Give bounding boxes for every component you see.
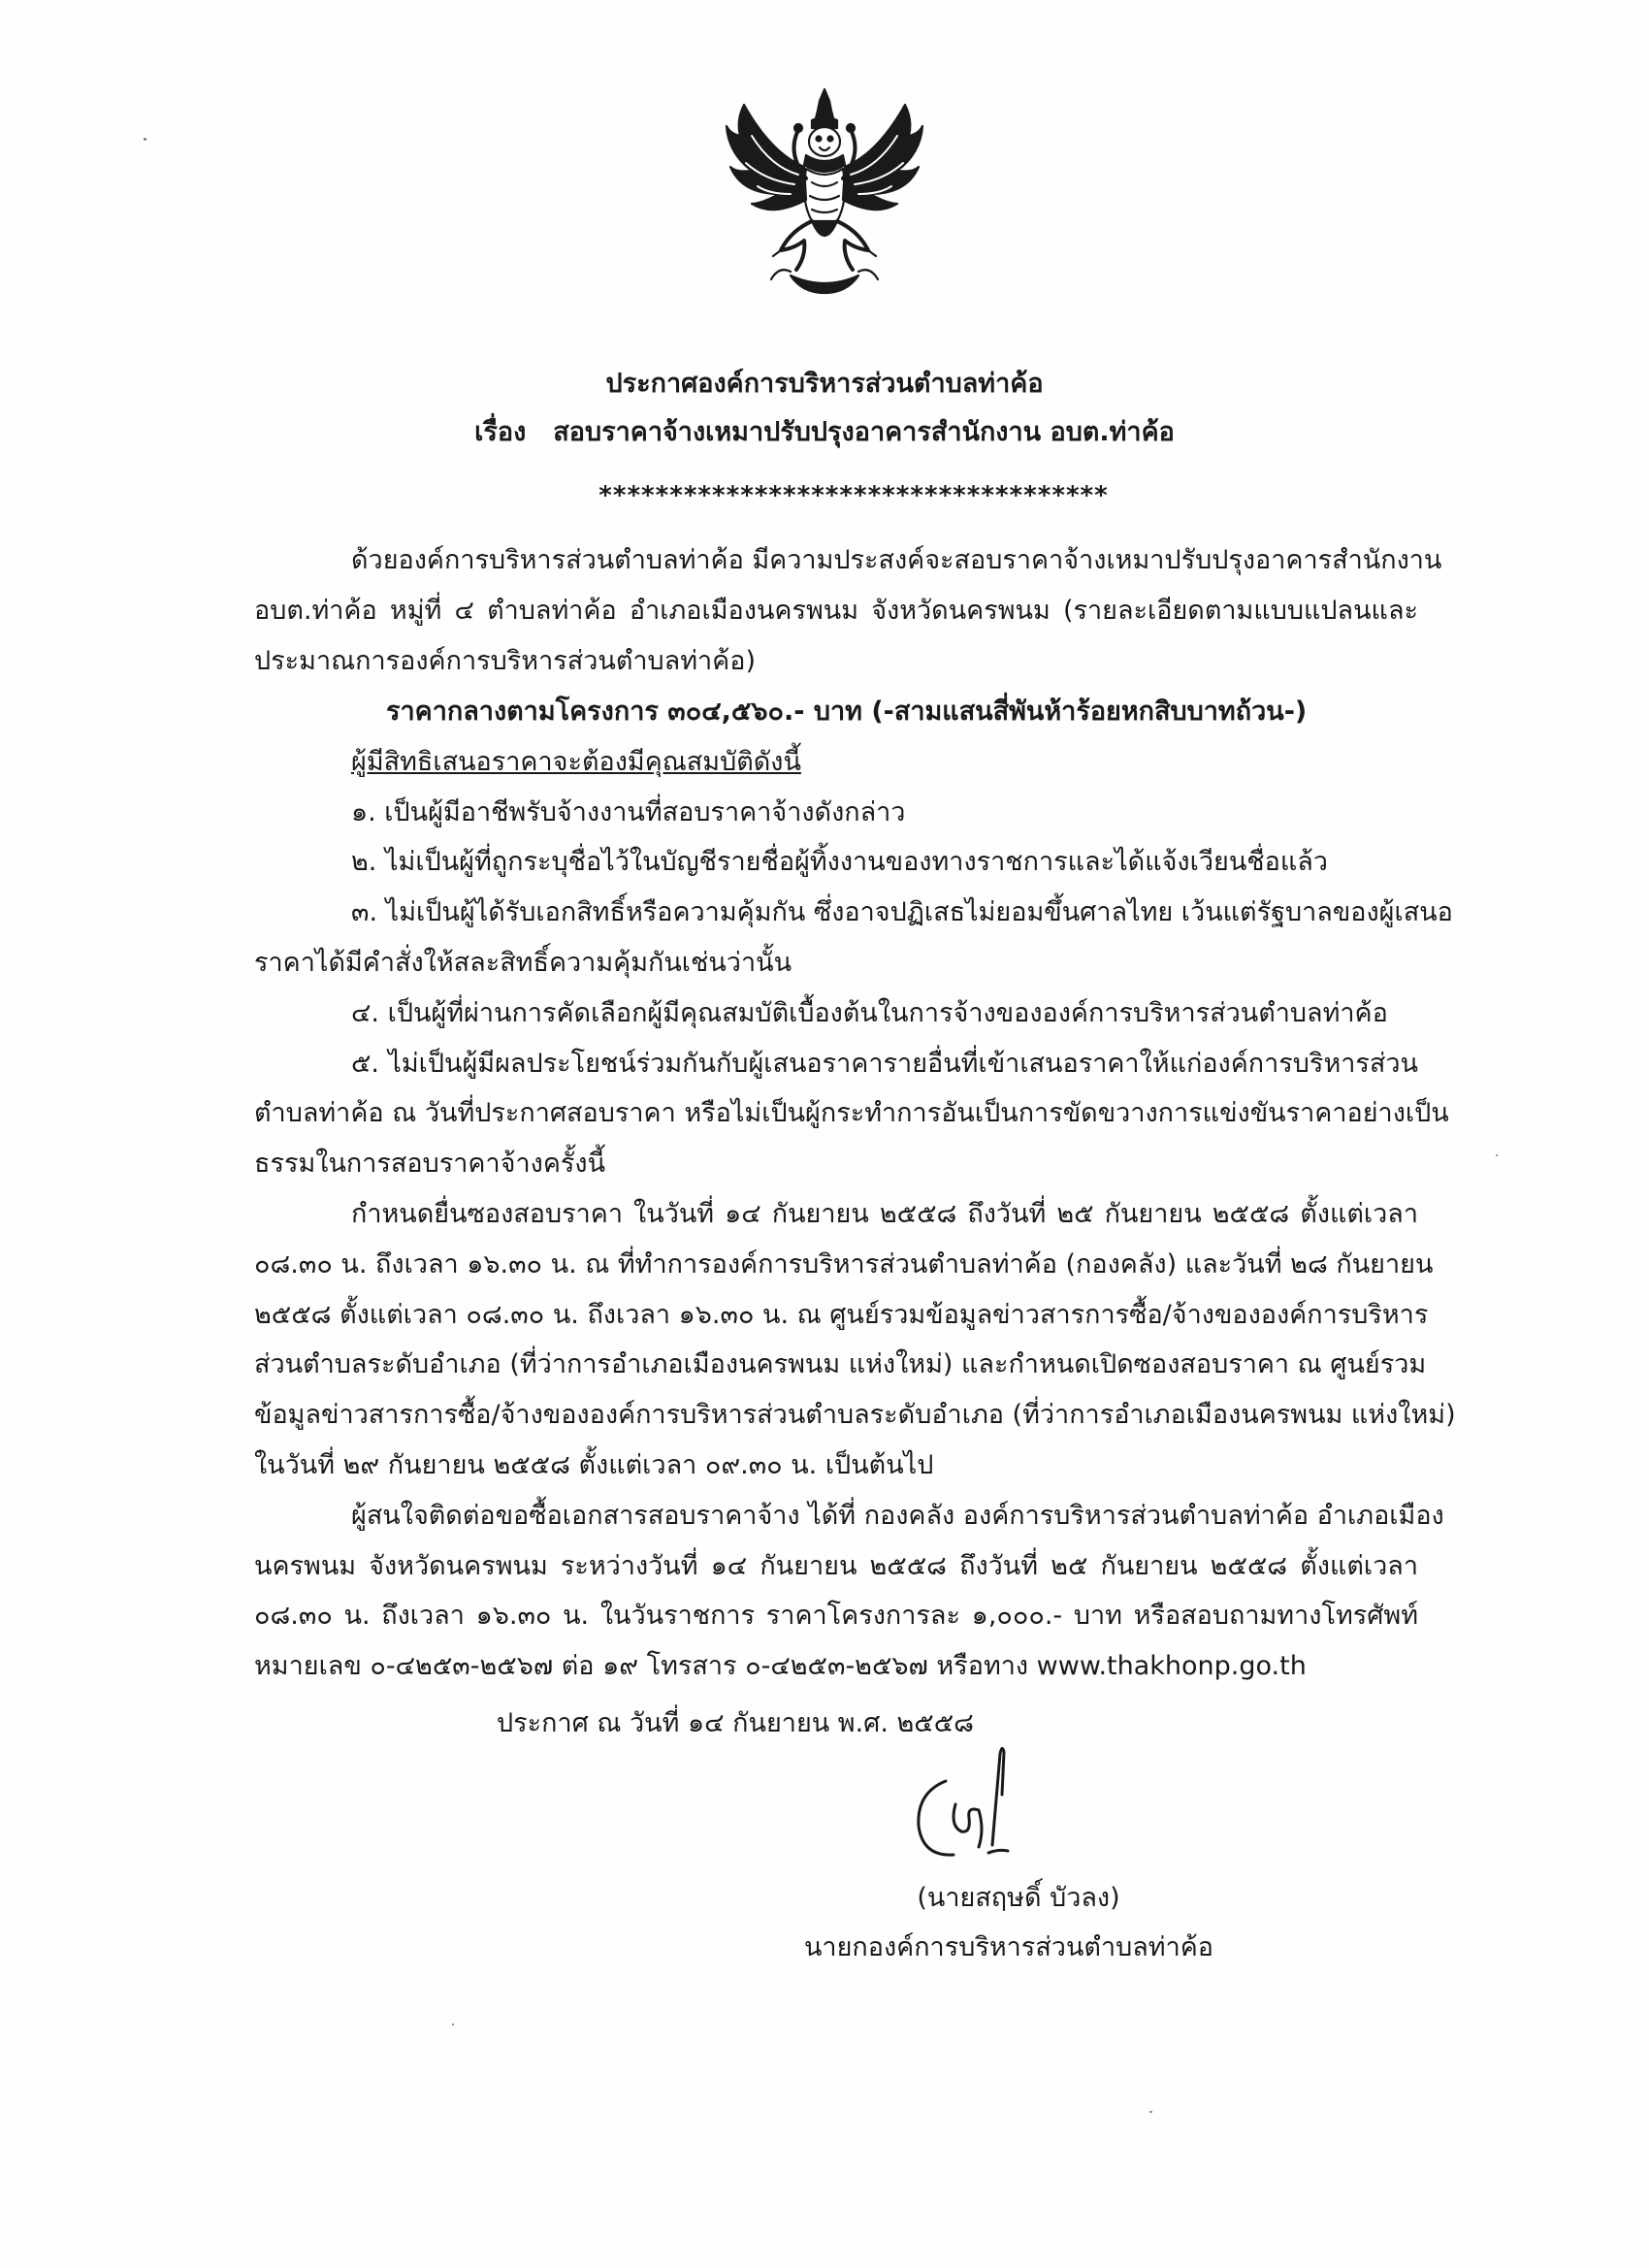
scan-speck bbox=[452, 2024, 454, 2025]
qualifications-heading: ผู้มีสิทธิเสนอราคาจะต้องมีคุณสมบัติดังนี้ bbox=[351, 747, 801, 777]
schedule-line-3: ๒๕๕๘ ตั้งแต่เวลา ๐๘.๓๐ น. ถึงเวลา ๑๖.๓๐ น. ณ ศูนย์รวมข้อมูลข่าวสารการซื้อ/จ้างขององค์การบริหาร bbox=[254, 1300, 1429, 1330]
announcement-date: ประกาศ ณ วันที่ ๑๔ กันยายน พ.ศ. ๒๕๕๘ bbox=[497, 1708, 974, 1738]
schedule-line-6: ในวันที่ ๒๙ กันยายน ๒๕๕๘ ตั้งแต่เวลา ๐๙.๓๐ น. เป็นต้นไป bbox=[254, 1450, 934, 1480]
garuda-emblem-icon bbox=[723, 85, 926, 297]
contact-line-2: นครพนม จังหวัดนครพนม ระหว่างวันที่ ๑๔ กันยายน ๒๕๕๘ ถึงวันที่ ๒๕ กันยายน ๒๕๕๘ ตั้งแต่เวลา bbox=[254, 1551, 1418, 1581]
subject-text: สอบราคาจ้างเหมาปรับปรุงอาคารสำนักงาน อบต.ท่าค้อ bbox=[553, 417, 1175, 447]
qualification-item-4: ๔. เป็นผู้ที่ผ่านการคัดเลือกผู้มีคุณสมบัติเบื้องต้นในการจ้างขององค์การบริหารส่วนตำบลท่าค้อ bbox=[351, 998, 1388, 1028]
qualification-item-5-line-1: ๕. ไม่เป็นผู้มีผลประโยชน์ร่วมกันกับผู้เสนอราคารายอื่นที่เข้าเสนอราคาให้แก่องค์การบริหารส่วน bbox=[351, 1049, 1418, 1079]
contact-line-3: ๐๘.๓๐ น. ถึงเวลา ๑๖.๓๐ น. ในวันราชการ ราคาโครงการละ ๑,๐๐๐.- บาท หรือสอบถามทางโทรศัพท์ bbox=[254, 1601, 1418, 1631]
scan-speck bbox=[1496, 1154, 1498, 1156]
announcement-title: ประกาศองค์การบริหารส่วนตำบลท่าค้อ bbox=[605, 369, 1044, 399]
schedule-line-4: ส่วนตำบลระดับอำเภอ (ที่ว่าการอำเภอเมืองนครพนม แห่งใหม่) และกำหนดเปิดซองสอบราคา ณ ศูนย์รวม bbox=[254, 1349, 1427, 1379]
scan-speck bbox=[1149, 2111, 1152, 2113]
schedule-line-2: ๐๘.๓๐ น. ถึงเวลา ๑๖.๓๐ น. ณ ที่ทำการองค์การบริหารส่วนตำบลท่าค้อ (กองคลัง) และวันที่ ๒๘ กันยายน bbox=[254, 1249, 1434, 1280]
qualification-item-3-line-1: ๓. ไม่เป็นผู้ได้รับเอกสิทธิ์หรือความคุ้มกัน ซึ่งอาจปฏิเสธไม่ยอมขึ้นศาลไทย เว้นแต่รัฐบาลของผู้เสนอ bbox=[351, 897, 1453, 927]
intro-line-1: ด้วยองค์การบริหารส่วนตำบลท่าค้อ มีความประสงค์จะสอบราคาจ้างเหมาปรับปรุงอาคารสำนักงาน bbox=[351, 545, 1442, 575]
intro-line-3: ประมาณการองค์การบริหารส่วนตำบลท่าค้อ) bbox=[254, 646, 756, 676]
qualification-item-1: ๑. เป็นผู้มีอาชีพรับจ้างงานที่สอบราคาจ้างดังกล่าว bbox=[351, 797, 906, 827]
signer-name: (นายสฤษดิ์ บัวลง) bbox=[917, 1883, 1120, 1913]
scan-speck bbox=[144, 138, 146, 141]
contact-line-4: หมายเลข ๐-๔๒๕๓-๒๕๖๗ ต่อ ๑๙ โทรสาร ๐-๔๒๕๓-๒๕๖๗ หรือทาง www.thakhonp.go.th bbox=[254, 1651, 1307, 1681]
qualification-item-2: ๒. ไม่เป็นผู้ที่ถูกระบุชื่อไว้ในบัญชีรายชื่อผู้ทิ้งงานของทางราชการและได้แจ้งเวียนชื่อแล้ว bbox=[351, 847, 1328, 877]
separator-stars: ************************************ bbox=[598, 481, 1109, 510]
subject-label: เรื่อง bbox=[474, 417, 527, 447]
subject-line bbox=[0, 414, 1649, 451]
qualification-item-5-line-3: ธรรมในการสอบราคาจ้างครั้งนี้ bbox=[254, 1149, 606, 1179]
intro-line-2: อบต.ท่าค้อ หมู่ที่ ๔ ตำบลท่าค้อ อำเภอเมืองนครพนม จังหวัดนครพนม (รายละเอียดตามแบบแปลนและ bbox=[254, 596, 1418, 626]
reference-price: ราคากลางตามโครงการ ๓๐๔,๕๖๐.- บาท (-สามแสนสี่พันห้าร้อยหกสิบบาทถ้วน-) bbox=[386, 697, 1308, 727]
handwritten-signature bbox=[907, 1736, 1028, 1872]
schedule-line-1: กำหนดยื่นซองสอบราคา ในวันที่ ๑๔ กันยายน ๒๕๕๘ ถึงวันที่ ๒๕ กันยายน ๒๕๕๘ ตั้งแต่เวลา bbox=[351, 1199, 1418, 1229]
qualification-item-5-line-2: ตำบลท่าค้อ ณ วันที่ประกาศสอบราคา หรือไม่เป็นผู้กระทำการอันเป็นการขัดขวางการแข่งขันราคาอย่างเป็น bbox=[254, 1098, 1449, 1128]
signer-position: นายกองค์การบริหารส่วนตำบลท่าค้อ bbox=[803, 1932, 1214, 1962]
contact-line-1: ผู้สนใจติดต่อขอซื้อเอกสารสอบราคาจ้าง ได้ที่ กองคลัง องค์การบริหารส่วนตำบลท่าค้อ อำเภอเมือง bbox=[351, 1501, 1444, 1531]
schedule-line-5: ข้อมูลข่าวสารการซื้อ/จ้างขององค์การบริหารส่วนตำบลระดับอำเภอ (ที่ว่าการอำเภอเมืองนครพนม แห่งใหม่) bbox=[254, 1400, 1456, 1430]
qualification-item-3-line-2: ราคาได้มีคำสั่งให้สละสิทธิ์ความคุ้มกันเช่นว่านั้น bbox=[254, 948, 792, 978]
